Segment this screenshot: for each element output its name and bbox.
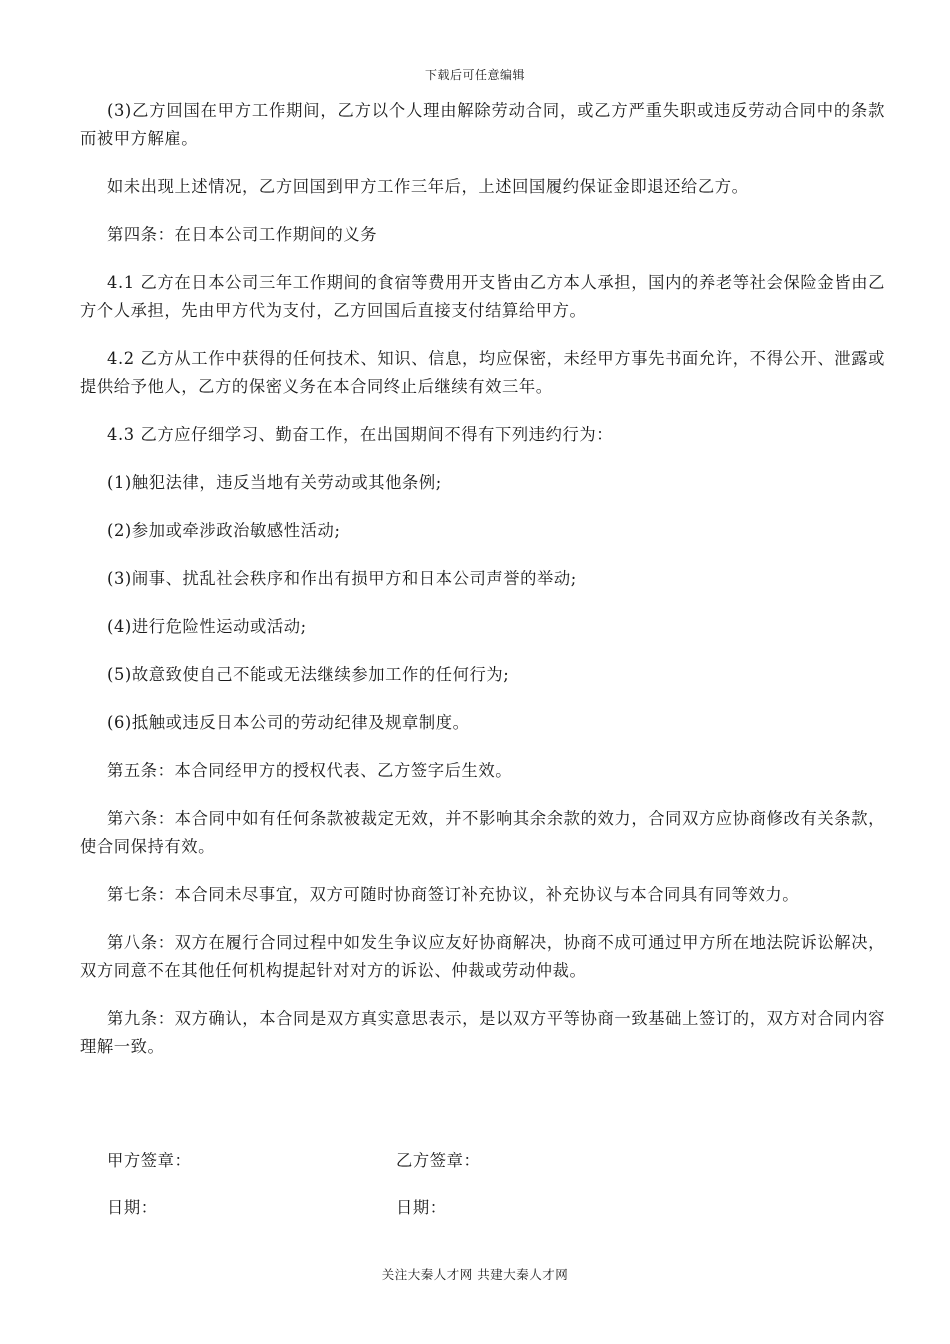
party-a-date-label: 日期： xyxy=(107,1198,158,1217)
violation-item-5: (5)故意致使自己不能或无法继续参加工作的任何行为; xyxy=(107,665,510,684)
article-5: 第五条：本合同经甲方的授权代表、乙方签字后生效。 xyxy=(107,761,513,780)
party-b-date-label: 日期： xyxy=(396,1198,447,1217)
violation-item-3: (3)闹事、扰乱社会秩序和作出有损甲方和日本公司声誉的举动; xyxy=(107,569,577,588)
party-a-signature-label: 甲方签章： xyxy=(107,1151,192,1170)
contract-body xyxy=(80,97,885,1081)
page-footer: 关注大秦人才网 共建大秦人才网 xyxy=(381,1267,569,1282)
deposit-refund-paragraph: 如未出现上述情况，乙方回国到甲方工作三年后，上述回国履约保证金即退还给乙方。 xyxy=(107,177,749,196)
clause-4-1: 4.1 乙方在日本公司三年工作期间的食宿等费用开支皆由乙方本人承担，国内的养老等社会保险金皆由乙方个人承担，先由甲方代为支付，乙方回国后直接支付结算给甲方。 xyxy=(80,273,885,320)
clause-4-2: 4.2 乙方从工作中获得的任何技术、知识、信息，均应保密，未经甲方事先书面允许，不得公开、泄露或提供给予他人，乙方的保密义务在本合同终止后继续有效三年。 xyxy=(80,349,885,396)
article-8: 第八条：双方在履行合同过程中如发生争议应友好协商解决，协商不成可通过甲方所在地法院诉讼解决，双方同意不在其他任何机构提起针对对方的诉讼、仲裁或劳动仲裁。 xyxy=(80,933,885,980)
article-4-heading: 第四条：在日本公司工作期间的义务 xyxy=(107,225,378,244)
clause-3-3: (3)乙方回国在甲方工作期间，乙方以个人理由解除劳动合同，或乙方严重失职或违反劳动合同中的条款而被甲方解雇。 xyxy=(80,101,885,148)
violation-item-1: (1)触犯法律，违反当地有关劳动或其他条例; xyxy=(107,473,442,492)
violation-item-6: (6)抵触或违反日本公司的劳动纪律及规章制度。 xyxy=(107,713,470,732)
page-header: 下载后可任意编辑 xyxy=(424,68,525,82)
clause-4-3: 4.3 乙方应仔细学习、勤奋工作，在出国期间不得有下列违约行为： xyxy=(107,425,614,444)
signature-row xyxy=(107,1147,807,1175)
article-7: 第七条：本合同未尽事宜，双方可随时协商签订补充协议，补充协议与本合同具有同等效力。 xyxy=(107,885,800,904)
article-6: 第六条：本合同中如有任何条款被裁定无效，并不影响其余余款的效力，合同双方应协商修改有关条款，使合同保持有效。 xyxy=(80,809,885,856)
article-9: 第九条：双方确认，本合同是双方真实意思表示，是以双方平等协商一致基础上签订的，双方对合同内容理解一致。 xyxy=(80,1009,885,1056)
date-row xyxy=(107,1194,807,1222)
party-b-signature-label: 乙方签章： xyxy=(396,1151,481,1170)
violation-item-4: (4)进行危险性运动或活动; xyxy=(107,617,307,636)
violation-item-2: (2)参加或牵涉政治敏感性活动; xyxy=(107,521,341,540)
